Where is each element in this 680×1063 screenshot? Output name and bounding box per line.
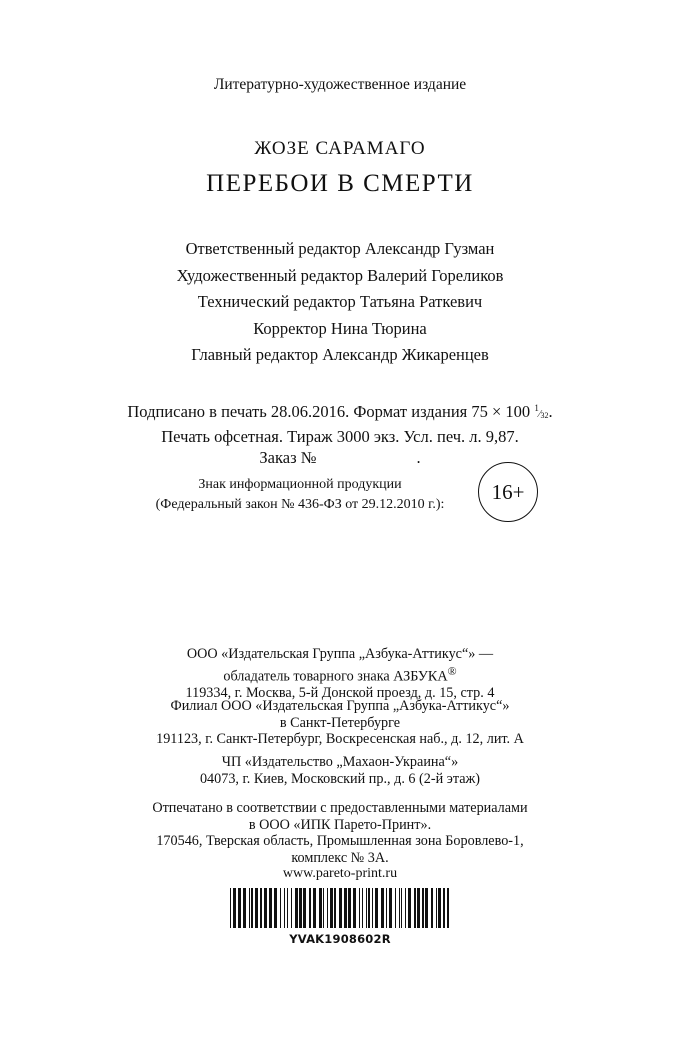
book-title — [0, 170, 680, 198]
barcode-bar — [274, 888, 277, 928]
barcode-bar — [395, 888, 396, 928]
publisher-ukraine: ЧП «Издательство „Махаон-Украина“» 04073, г. Киев, Московский пр., д. 6 (2-й этаж) — [199, 754, 481, 787]
barcode-bar — [422, 888, 424, 928]
staff-line: Технический редактор Татьяна Раткевич — [197, 292, 483, 311]
barcode-bar — [375, 888, 378, 928]
barcode-bar — [408, 888, 411, 928]
staff-line: Ответственный редактор Александр Гузман — [185, 239, 495, 258]
barcode-bar — [295, 888, 298, 928]
registered-mark: ® — [447, 663, 457, 678]
printing-line-1: Подписано в печать 28.06.2016. Формат издания 75 × 100 $^1⁄_{32}$. — [127, 402, 553, 421]
barcode-bar — [405, 888, 406, 928]
author-name — [0, 138, 680, 160]
barcode-bar — [359, 888, 360, 928]
author-label: ЖОЗЕ САРАМАГО — [254, 138, 426, 159]
barcode-bar — [438, 888, 441, 928]
publisher-main: ООО «Издательская Группа „Азбука-Аттикус“» — обладатель товарного знака АЗБУКА® 119334, г. Москва, 5-й Донской проезд, д. 15, стр. 4 — [185, 646, 495, 701]
barcode-bar — [401, 888, 402, 928]
printing-info — [0, 398, 680, 468]
order-line: Заказ № . — [259, 448, 421, 467]
barcode-bar — [372, 888, 373, 928]
title-label: ПЕРЕБОИ В СМЕРТИ — [206, 170, 474, 197]
age-rating-section — [0, 460, 680, 540]
staff-line: Корректор Нина Тюрина — [253, 318, 427, 338]
barcode-bar — [287, 888, 288, 928]
editorial-staff — [0, 236, 680, 342]
barcode-bar — [381, 888, 384, 928]
printer-info: Отпечатано в соответствии с предоставленными материалами в ООО «ИПК Парето-Принт». 170546, Тверская область, Промышленная зона Боровлево-1, комплекс № 3А. — [152, 800, 528, 866]
barcode-bar — [389, 888, 392, 928]
barcode-bar — [399, 888, 400, 928]
barcode-bar — [447, 888, 449, 928]
barcode-bar — [334, 888, 336, 928]
barcode-bar — [417, 888, 420, 928]
barcode-bar — [260, 888, 262, 928]
barcode-bar — [291, 888, 292, 928]
staff-line: Художественный редактор Валерий Гореликов — [176, 265, 504, 285]
barcode-bar — [330, 888, 333, 928]
barcode-bar — [255, 888, 258, 928]
barcode-bar — [368, 888, 370, 928]
barcode-bar — [230, 888, 231, 928]
barcode-bar — [233, 888, 236, 928]
barcode-bar — [443, 888, 445, 928]
chief-editor-line: Главный редактор Александр Жикаренцев — [191, 345, 489, 364]
barcode-bar — [284, 888, 285, 928]
barcode-bar — [269, 888, 272, 928]
barcode-bar — [362, 888, 363, 928]
format-fraction: $^1⁄_{32}$ — [534, 403, 549, 420]
barcode-bar — [303, 888, 306, 928]
barcode — [229, 888, 451, 928]
publisher-branch: Филиал ООО «Издательская Группа „Азбука-Аттикус“» в Санкт-Петербурге 191123, г. Санкт-Петербург, Воскресенская наб., д. 12, лит. А — [156, 698, 524, 747]
age-rating-badge: 16+ — [478, 462, 538, 522]
barcode-bar — [299, 888, 302, 928]
printing-line-2: Печать офсетная. Тираж 3000 экз. Усл. печ. л. 9,87. — [161, 427, 519, 446]
barcode-bar — [251, 888, 253, 928]
barcode-block — [0, 888, 680, 946]
barcode-bar — [425, 888, 428, 928]
barcode-bar — [353, 888, 356, 928]
barcode-bar — [327, 888, 328, 928]
publication-type — [0, 76, 680, 94]
barcode-bar — [319, 888, 322, 928]
barcode-bar — [264, 888, 267, 928]
barcode-bar — [348, 888, 351, 928]
printer-website: www.pareto-print.ru — [282, 866, 398, 881]
barcode-bar — [238, 888, 241, 928]
barcode-bar — [313, 888, 316, 928]
barcode-bar — [344, 888, 347, 928]
barcode-bar — [366, 888, 367, 928]
barcode-bar — [386, 888, 387, 928]
age-rating-note: Знак информационной продукции (Федеральный закон № 436-ФЗ от 29.12.2010 г.): — [155, 477, 445, 512]
barcode-bar — [339, 888, 342, 928]
barcode-bar — [309, 888, 311, 928]
barcode-bar — [414, 888, 416, 928]
barcode-bar — [243, 888, 246, 928]
chief-editor — [0, 345, 680, 365]
barcode-number: YVAK1908602R — [289, 932, 391, 946]
barcode-bar — [280, 888, 281, 928]
barcode-bar — [249, 888, 250, 928]
barcode-bar — [436, 888, 437, 928]
barcode-bar — [323, 888, 324, 928]
barcode-bar — [431, 888, 433, 928]
genre-label: Литературно-художественное издание — [213, 76, 467, 93]
